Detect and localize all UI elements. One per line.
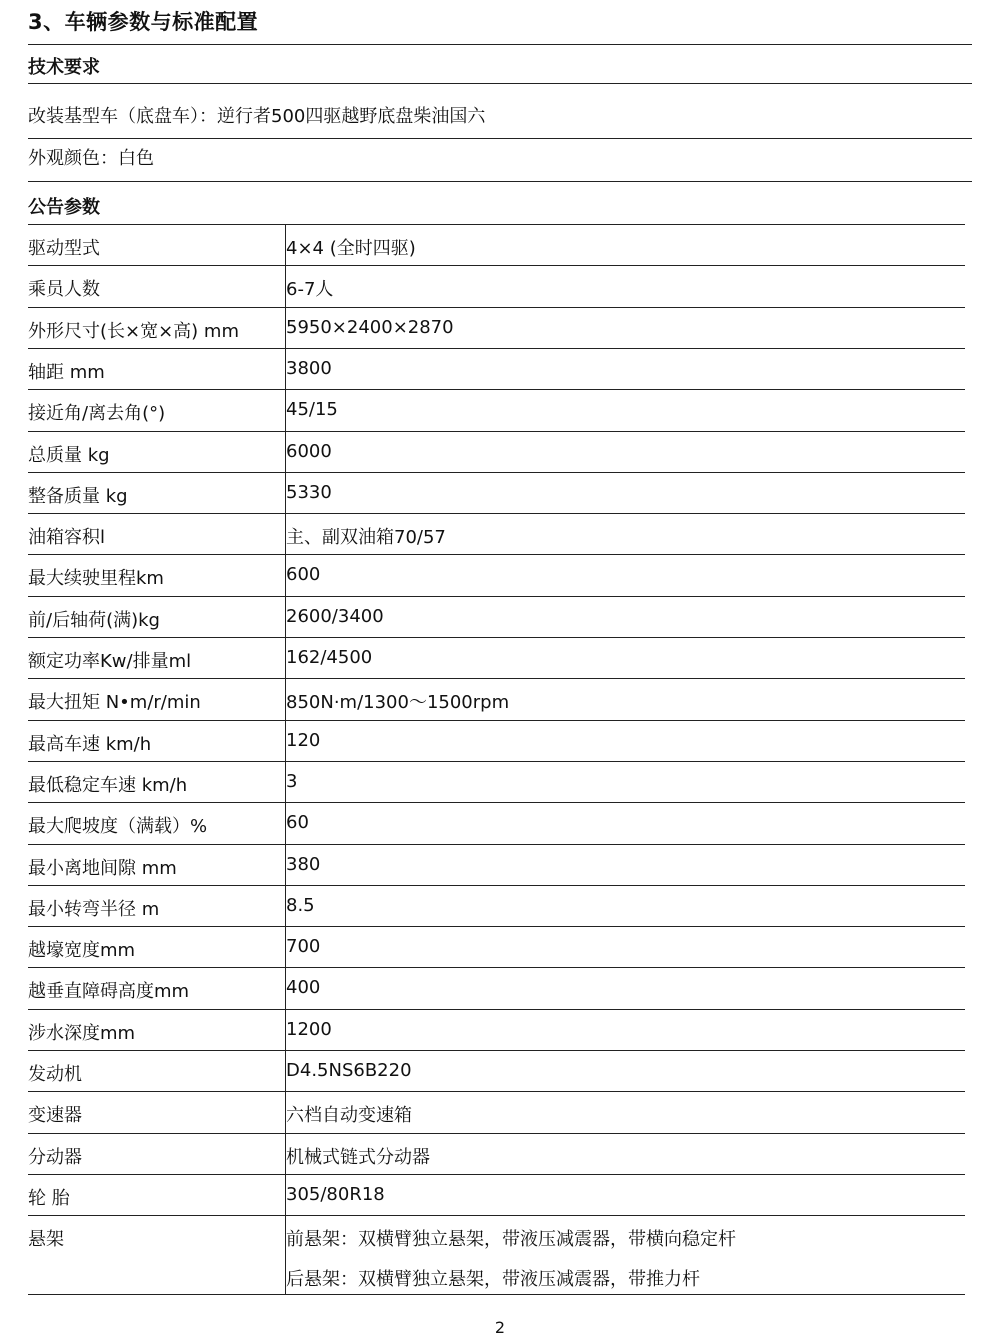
row-value: 六档自动变速箱 <box>286 1105 412 1127</box>
table-row <box>28 265 965 306</box>
row-label: 接近角/离去角(°) <box>28 403 166 425</box>
row-label: 外形尺寸(长×宽×高) mm <box>28 320 239 342</box>
row-label: 最小转弯半径 m <box>28 898 160 920</box>
row-label: 轴距 mm <box>28 361 105 383</box>
row-label: 最小离地间隙 mm <box>28 857 177 879</box>
table-row <box>28 224 965 265</box>
table-row <box>28 967 965 1008</box>
row-value: 5950×2400×2870 <box>286 316 454 338</box>
row-value: 120 <box>286 729 321 751</box>
row-value: 6-7人 <box>286 279 334 301</box>
row-label: 前/后轴荷(满)kg <box>28 609 160 631</box>
row-label: 分动器 <box>28 1146 82 1168</box>
row-value: 600 <box>286 564 321 586</box>
row-label: 轮 胎 <box>28 1187 70 1209</box>
row-value: 机械式链式分动器 <box>286 1146 430 1168</box>
table-row <box>28 885 965 926</box>
row-divider <box>28 1215 965 1216</box>
row-value: 3800 <box>286 357 332 379</box>
table-row <box>28 802 965 843</box>
row-value: 3 <box>286 770 298 792</box>
row-value: 380 <box>286 853 321 875</box>
row-value: 6000 <box>286 440 332 462</box>
table-row <box>28 596 965 637</box>
row-value: 8.5 <box>286 894 315 916</box>
row-label: 越垂直障碍高度mm <box>28 981 190 1003</box>
row-value: 5330 <box>286 481 332 503</box>
divider <box>28 83 972 84</box>
divider <box>28 138 972 139</box>
page-title: 3、车辆参数与标准配置 <box>28 10 259 34</box>
table-row <box>28 844 965 885</box>
table-column-divider <box>285 224 286 1294</box>
row-value-front-suspension: 前悬架：双横臂独立悬架，带液压减震器，带横向稳定杆 <box>286 1229 736 1251</box>
table-row <box>28 637 965 678</box>
table-row <box>28 472 965 513</box>
row-value: 45/15 <box>286 399 338 421</box>
table-row <box>28 1133 965 1174</box>
table-row <box>28 926 965 967</box>
table-row <box>28 389 965 430</box>
row-label: 额定功率Kw/排量ml <box>28 651 192 672</box>
table-row <box>28 307 965 348</box>
row-label: 最高车速 km/h <box>28 733 152 755</box>
table-row <box>28 1050 965 1091</box>
row-value: 1200 <box>286 1018 332 1040</box>
row-value: 2600/3400 <box>286 605 384 627</box>
row-label: 变速器 <box>28 1105 82 1127</box>
row-label: 涉水深度mm <box>28 1022 136 1044</box>
divider <box>28 181 972 182</box>
row-label: 最低稳定车速 km/h <box>28 774 188 796</box>
section-heading-announce: 公告参数 <box>28 197 100 218</box>
table-row <box>28 720 965 761</box>
table-row <box>28 1174 965 1215</box>
divider <box>28 44 972 45</box>
row-value: 主、副双油箱70/57 <box>286 527 446 549</box>
row-value-rear-suspension: 后悬架：双横臂独立悬架，带液压减震器，带推力杆 <box>286 1269 700 1291</box>
row-value: D4.5NS6B220 <box>286 1060 412 1081</box>
row-value: 700 <box>286 936 321 958</box>
table-row <box>28 678 965 719</box>
row-label: 总质量 kg <box>28 444 110 466</box>
table-row <box>28 761 965 802</box>
row-label: 驱动型式 <box>28 238 100 259</box>
table-row <box>28 431 965 472</box>
row-label: 最大续驶里程km <box>28 568 164 590</box>
table-row <box>28 1091 965 1132</box>
exterior-color-text: 外观颜色：白色 <box>28 148 154 169</box>
row-value: 4×4 (全时四驱) <box>286 238 416 259</box>
section-heading-tech: 技术要求 <box>28 57 100 78</box>
row-value: 162/4500 <box>286 647 373 668</box>
table-bottom-border <box>28 1294 965 1295</box>
row-label: 油箱容积l <box>28 527 106 549</box>
page-number: 2 <box>494 1318 506 1337</box>
row-label: 整备质量 kg <box>28 485 128 507</box>
row-value: 850N·m/1300～1500rpm <box>286 692 510 714</box>
row-label: 乘员人数 <box>28 279 100 301</box>
row-label: 最大爬坡度（满载）% <box>28 816 208 838</box>
table-row <box>28 513 965 554</box>
table-row <box>28 554 965 595</box>
row-value: 305/80R18 <box>286 1183 385 1205</box>
row-value: 60 <box>286 812 309 834</box>
row-label: 最大扭矩 N•m/r/min <box>28 692 201 714</box>
table-row <box>28 348 965 389</box>
row-label: 发动机 <box>28 1064 82 1085</box>
base-vehicle-text: 改装基型车（底盘车）：逆行者500四驱越野底盘柴油国六 <box>28 106 486 127</box>
table-row <box>28 1009 965 1050</box>
row-value: 400 <box>286 977 321 999</box>
row-label: 悬架 <box>28 1229 64 1251</box>
row-label: 越壕宽度mm <box>28 940 136 962</box>
